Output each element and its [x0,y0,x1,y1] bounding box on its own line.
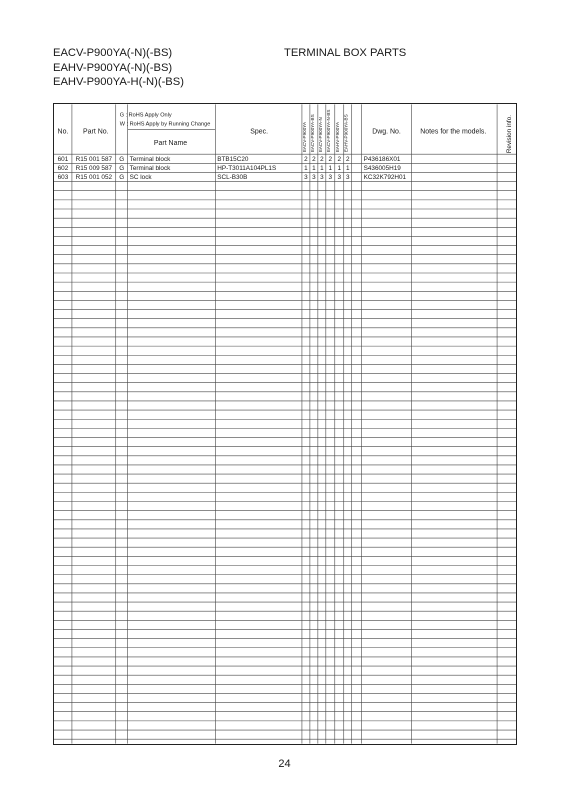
section-title: TERMINAL BOX PARTS [284,47,407,59]
row-qty: 1 [337,164,342,172]
row-qty: 3 [312,174,316,182]
row-rohs: G [119,155,125,163]
row-dwg-no: KC32K792H01 [363,174,407,182]
row-qty: 3 [345,174,350,182]
row-qty: 1 [320,164,324,172]
table-rows [58,156,407,181]
header-revision: Revision info. [506,114,514,154]
row-part-no: R15 001 052 [75,174,113,182]
row-part-no: R15 009 587 [75,164,113,172]
header-model-2: EACV-P900YA-N [317,117,323,153]
row-qty: 2 [337,155,342,163]
row-rohs: G [119,174,125,182]
row-qty: 1 [312,164,316,172]
row-dwg-no: P436186X01 [363,155,401,163]
row-qty: 1 [304,164,308,172]
row-qty: 1 [328,164,333,172]
header-notes: Notes for the models. [420,128,487,136]
row-no: 601 [57,155,69,163]
header-rohs-g: G : RoHS Apply Only [119,112,172,119]
row-spec: SCL-B30B [217,174,248,182]
header-rohs-w: W : RoHS Apply by Running Change [119,121,211,128]
row-part-name: Terminal block [129,155,171,163]
header-model-4: EAHV-P900YA [334,121,340,153]
header-part-no: Part No. [83,128,109,136]
row-rohs: G [119,164,125,172]
header-model-5: EAHV-P900YA-BS [343,114,349,153]
header-part-name: Part Name [153,140,188,148]
row-qty: 2 [304,155,308,163]
parts-table [53,103,517,745]
row-qty: 1 [345,164,350,172]
header-no: No. [57,128,69,136]
row-dwg-no: S436005H19 [363,164,401,172]
row-qty: 2 [328,155,333,163]
header-dwg-no: Dwg. No. [372,128,401,136]
header-spec: Spec. [250,128,269,136]
header-model-0: EACV-P900YA [301,121,307,153]
header-model-1: EACV-P900YA-BS [309,114,315,153]
row-no: 603 [57,174,69,182]
row-part-name: SC lock [129,174,152,182]
row-qty: 3 [337,174,342,182]
row-part-name: Terminal block [129,164,171,172]
row-qty: 3 [328,174,333,182]
page-number: 24 [278,758,291,770]
row-qty: 3 [320,174,324,182]
table-header [58,110,513,154]
row-no: 602 [57,164,69,172]
row-qty: 3 [304,174,308,182]
row-part-no: R15 001 587 [75,155,113,163]
row-qty: 2 [345,155,350,163]
row-spec: HP-T3011A104PL1S [217,164,277,172]
model-line-3: EAHV-P900YA-H(-N)(-BS) [53,76,184,88]
model-list [53,46,184,90]
row-qty: 2 [320,155,324,163]
row-spec: BTB15C20 [217,155,249,163]
table-grid-lines [54,104,516,743]
header-model-3: EACV-P900YA-N-BS [325,109,331,153]
row-qty: 2 [312,155,316,163]
model-line-1: EACV-P900YA(-N)(-BS) [53,47,173,59]
model-line-2: EAHV-P900YA(-N)(-BS) [53,61,173,74]
